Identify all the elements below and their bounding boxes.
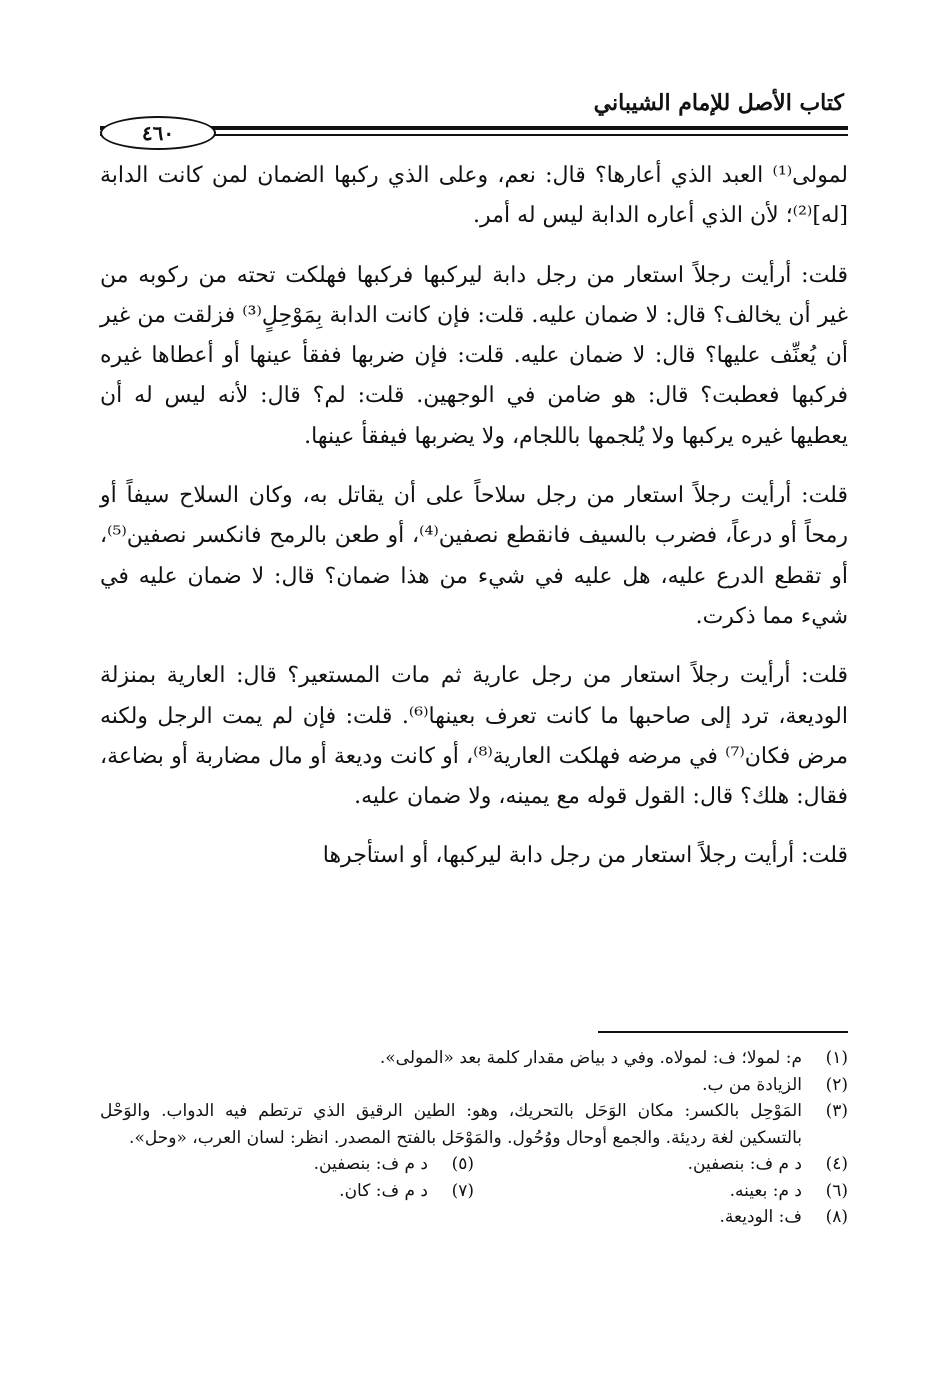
footnote-number: (١): [825, 1048, 848, 1068]
paragraph-1: لمولى⁽¹⁾ العبد الذي أعارها؟ قال: نعم، وعلى الذي ركبها الضمان لمن كانت الدابة [له]⁽²⁾؛ لأن الذي أعاره الدابة ليس له أمر.: [100, 163, 848, 229]
footnote-5: [100, 1151, 474, 1178]
paragraph-2: قلت: أرأيت رجلاً استعار من رجل دابة ليركبها فركبها فهلكت تحته من ركوبه من غير أن يخالف؟ قال: لا ضمان عليه. قلت: فإن كانت الدابة بِمَوْحِلٍ⁽³⁾ فزلقت من غير أن يُعنِّف عليها؟ قال: لا ضمان عليه. قلت: فإن ضربها ففقأ عينها أو أعطاها غيره فركبها فعطبت؟ قال: هو ضامن في الوجهين. قلت: لم؟ قال: لأنه ليس له أن يعطيها غيره يركبها ولا يُلجمها باللجام، ولا يضربها فيفقأ عينها.: [100, 262, 848, 449]
paragraph-3: قلت: أرأيت رجلاً استعار من رجل سلاحاً على أن يقاتل به، وكان السلاح سيفاً أو رمحاً أو درعاً، فضرب بالسيف فانقطع نصفين⁽⁴⁾، أو طعن بالرمح فانكسر نصفين⁽⁵⁾، أو تقطع الدرع عليه، هل عليه في شيء من هذا ضمان؟ قال: لا ضمان عليه في شيء مما ذكرت.: [100, 483, 849, 629]
body-text: [100, 156, 848, 877]
footnote-7: [100, 1178, 474, 1205]
paragraph-5: قلت: أرأيت رجلاً استعار من رجل دابة ليركبها، أو استأجرها: [322, 843, 848, 869]
footnote-row-6-7: [100, 1178, 848, 1205]
footnote-text: المَوْحِل بالكسر: مكان الوَحَل بالتحريك، وهو: الطين الرقيق الذي ترتطم فيه الدواب. والوَحْل بالتسكين لغة رديئة. والجمع أوحال ووُحُول. والمَوْحَل بالفتح المصدر. انظر: لسان العرب، «وحل».: [100, 1101, 802, 1148]
footnote-number: (٣): [825, 1101, 848, 1121]
footnote-number: (٤): [825, 1154, 848, 1174]
footnote-number: (٦): [825, 1180, 848, 1201]
footnote-6: [474, 1178, 848, 1205]
footnote-separator: [598, 1031, 848, 1033]
footnote-text: ف: الوديعة.: [719, 1207, 802, 1227]
running-title: كتاب الأصل للإمام الشيباني: [593, 90, 844, 116]
footnote-text: د م ف: كان.: [339, 1180, 428, 1201]
footnote-text: د م: بعينه.: [729, 1180, 802, 1201]
footnotes: [100, 1045, 848, 1231]
footnote-3: [100, 1098, 848, 1151]
footnote-4: [474, 1151, 848, 1178]
footnote-8: [100, 1204, 848, 1231]
paragraph-4: قلت: أرأيت رجلاً استعار من رجل عارية ثم مات المستعير؟ قال: العارية بمنزلة الوديعة، ترد إلى صاحبها ما كانت تعرف بعينها⁽⁶⁾. قلت: فإن لم يمت الرجل ولكنه مرض فكان⁽⁷⁾ في مرضه فهلكت العارية⁽⁸⁾، أو كانت وديعة أو مال مضاربة أو بضاعة، فقال: هلك؟ قال: القول قوله مع يمينه، ولا ضمان عليه.: [100, 663, 848, 810]
footnote-text: الزيادة من ب.: [702, 1074, 802, 1095]
footnote-text: د م ف: بنصفين.: [687, 1154, 802, 1174]
footnote-2: [100, 1072, 848, 1099]
footnote-text: م: لمولا؛ ف: لمولاه. وفي د بياض مقدار كلمة بعد «المولى».: [379, 1048, 802, 1068]
footnote-row-4-5: [100, 1151, 848, 1178]
page-number: ٤٦٠: [100, 116, 216, 150]
footnote-number: (٧): [451, 1180, 474, 1201]
footnote-number: (٢): [825, 1074, 848, 1095]
footnote-number: (٨): [825, 1207, 848, 1227]
footnote-number: (٥): [451, 1154, 474, 1174]
footnote-1: [100, 1045, 848, 1072]
footnote-text: د م ف: بنصفين.: [313, 1154, 428, 1174]
